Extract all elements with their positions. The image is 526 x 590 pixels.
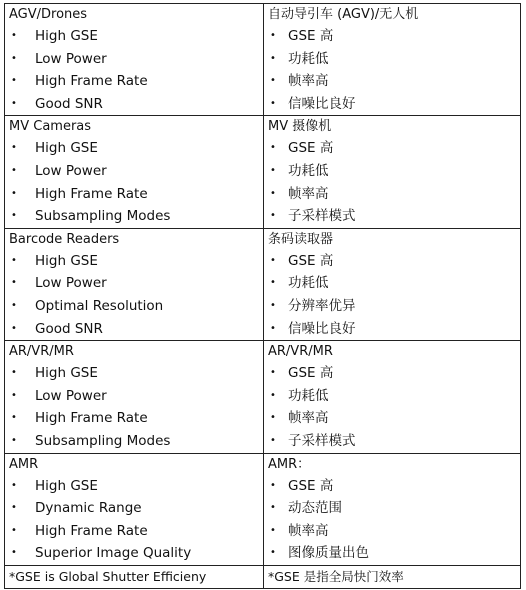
list-item (5, 183, 263, 206)
list-item (264, 250, 520, 273)
list-item-text: 帧率高 (288, 185, 329, 202)
english-column (5, 341, 264, 452)
list-item-text: High Frame Rate (35, 522, 148, 539)
list-item-text: Subsampling Modes (35, 432, 171, 449)
list-item (5, 475, 263, 498)
list-item-text: Low Power (35, 275, 107, 292)
list-item (264, 318, 520, 341)
section-title-en: AMR (9, 456, 39, 472)
bullet-icon: • (270, 30, 276, 41)
list-item (5, 362, 263, 385)
list-item (5, 25, 263, 48)
bullet-icon: • (11, 367, 17, 379)
bullet-icon: • (270, 299, 276, 311)
section-title-en: Barcode Readers (9, 231, 120, 247)
list-item (264, 430, 520, 453)
bullet-icon: • (11, 210, 17, 222)
bullet-icon: • (11, 75, 17, 87)
list-item (5, 250, 263, 273)
list-item-text: High GSE (35, 28, 98, 44)
list-item (5, 542, 263, 565)
list-item-text: 帧率高 (288, 73, 329, 90)
footnote-zh: *GSE 是指全局快门效率 (268, 568, 404, 584)
section-title-zh: AR/VR/MR (268, 344, 333, 360)
section-title-zh: AMR： (268, 456, 311, 472)
bullet-icon: • (270, 367, 276, 379)
list-item-text: 功耗低 (288, 275, 329, 292)
bullet-icon: • (270, 434, 276, 446)
bullet-icon: • (11, 389, 17, 401)
list-item (5, 70, 263, 93)
list-item-text: Low Power (35, 162, 107, 179)
list-item (5, 430, 263, 453)
list-item (264, 520, 520, 543)
list-item (5, 318, 263, 341)
list-item (264, 542, 520, 565)
bullet-icon: • (270, 412, 276, 424)
list-item (264, 70, 520, 93)
bullet-icon: • (270, 389, 276, 401)
bullet-icon: • (11, 30, 17, 41)
list-item (264, 205, 520, 228)
chinese-column (264, 116, 520, 227)
chinese-column (264, 229, 520, 340)
bullet-icon: • (11, 412, 17, 424)
list-item (264, 362, 520, 385)
footnote-en-cell (5, 566, 264, 588)
list-item-text: 动态范围 (288, 500, 342, 517)
section-title-en: MV Cameras (9, 119, 92, 135)
bullet-icon: • (11, 97, 17, 109)
bullet-icon: • (11, 254, 17, 266)
bullet-icon: • (270, 75, 276, 87)
section-title-en: AGV/Drones (9, 7, 88, 22)
bullet-icon: • (270, 479, 276, 491)
bullet-icon: • (11, 434, 17, 446)
list-item (5, 160, 263, 183)
bullet-icon: • (270, 210, 276, 222)
bullet-icon: • (270, 547, 276, 559)
list-item (5, 520, 263, 543)
chinese-column (264, 4, 520, 115)
list-item-text: High Frame Rate (35, 185, 148, 202)
list-item (264, 160, 520, 183)
list-item (264, 385, 520, 408)
list-item (5, 93, 263, 116)
bullet-icon: • (270, 322, 276, 334)
section-title-zh: 条码读取器 (268, 231, 334, 247)
bullet-icon: • (11, 187, 17, 199)
list-item (264, 137, 520, 160)
bullet-icon: • (270, 142, 276, 154)
bullet-icon: • (270, 254, 276, 266)
list-item-text: Low Power (35, 387, 107, 404)
english-column (5, 116, 264, 227)
list-item-text: High Frame Rate (35, 410, 148, 427)
table-section (4, 3, 521, 115)
list-item-text: High GSE (35, 252, 98, 269)
list-item-text: GSE 高 (288, 140, 334, 157)
bullet-icon: • (11, 524, 17, 536)
list-item-text: High GSE (35, 477, 98, 494)
list-item (5, 272, 263, 295)
list-item (264, 407, 520, 430)
english-column (5, 4, 264, 115)
list-item-text: 帧率高 (288, 410, 329, 427)
list-item-text: 功耗低 (288, 50, 329, 67)
list-item-text: 信噪比良好 (288, 320, 356, 337)
table-section (4, 340, 521, 452)
english-column (5, 229, 264, 340)
list-item-text: Good SNR (35, 95, 103, 112)
list-item (5, 385, 263, 408)
list-item-text: 子采样模式 (288, 208, 356, 225)
list-item (5, 205, 263, 228)
list-item (5, 407, 263, 430)
list-item (264, 295, 520, 318)
bullet-icon: • (11, 277, 17, 289)
list-item (5, 295, 263, 318)
list-item-text: 图像质量出色 (288, 545, 369, 562)
list-item (264, 25, 520, 48)
list-item (264, 497, 520, 520)
list-item (264, 183, 520, 206)
list-item-text: GSE 高 (288, 477, 334, 494)
bullet-icon: • (270, 502, 276, 514)
list-item-text: Subsampling Modes (35, 208, 171, 225)
bullet-icon: • (11, 164, 17, 176)
footnote-zh-cell (264, 566, 520, 588)
table-section (4, 115, 521, 227)
bullet-icon: • (270, 524, 276, 536)
bullet-icon: • (11, 52, 17, 64)
bullet-icon: • (11, 142, 17, 154)
bilingual-feature-table (4, 3, 521, 589)
bullet-icon: • (270, 52, 276, 64)
list-item-text: High Frame Rate (35, 73, 148, 90)
chinese-column (264, 454, 520, 565)
section-title-zh: 自动导引车 (AGV)/无人机 (268, 7, 419, 22)
bullet-icon: • (11, 322, 17, 334)
list-item (264, 272, 520, 295)
list-item-text: Dynamic Range (35, 500, 142, 517)
list-item-text: 信噪比良好 (288, 95, 356, 112)
bullet-icon: • (270, 97, 276, 109)
bullet-icon: • (270, 187, 276, 199)
list-item (5, 137, 263, 160)
list-item-text: 功耗低 (288, 162, 329, 179)
list-item-text: Good SNR (35, 320, 103, 337)
list-item (264, 48, 520, 71)
list-item (264, 93, 520, 116)
list-item-text: Superior Image Quality (35, 545, 192, 562)
list-item-text: 功耗低 (288, 387, 329, 404)
list-item-text: Optimal Resolution (35, 297, 164, 314)
list-item-text: 帧率高 (288, 522, 329, 539)
list-item-text: 分辨率优异 (288, 297, 356, 314)
bullet-icon: • (11, 299, 17, 311)
bullet-icon: • (270, 164, 276, 176)
list-item-text: High GSE (35, 365, 98, 382)
english-column (5, 454, 264, 565)
list-item (5, 497, 263, 520)
list-item-text: GSE 高 (288, 365, 334, 382)
section-title-en: AR/VR/MR (9, 344, 74, 360)
bullet-icon: • (270, 277, 276, 289)
table-section (4, 228, 521, 340)
chinese-column (264, 341, 520, 452)
footnote-row (4, 565, 521, 589)
list-item-text: 子采样模式 (288, 432, 356, 449)
bullet-icon: • (11, 479, 17, 491)
list-item (264, 475, 520, 498)
list-item-text: GSE 高 (288, 28, 334, 44)
table-section (4, 453, 521, 565)
list-item-text: High GSE (35, 140, 98, 157)
section-title-zh: MV 摄像机 (268, 119, 332, 135)
list-item-text: Low Power (35, 50, 107, 67)
footnote-en: *GSE is Global Shutter Efficieny (9, 568, 207, 584)
list-item (5, 48, 263, 71)
bullet-icon: • (11, 502, 17, 514)
bullet-icon: • (11, 547, 17, 559)
list-item-text: GSE 高 (288, 252, 334, 269)
